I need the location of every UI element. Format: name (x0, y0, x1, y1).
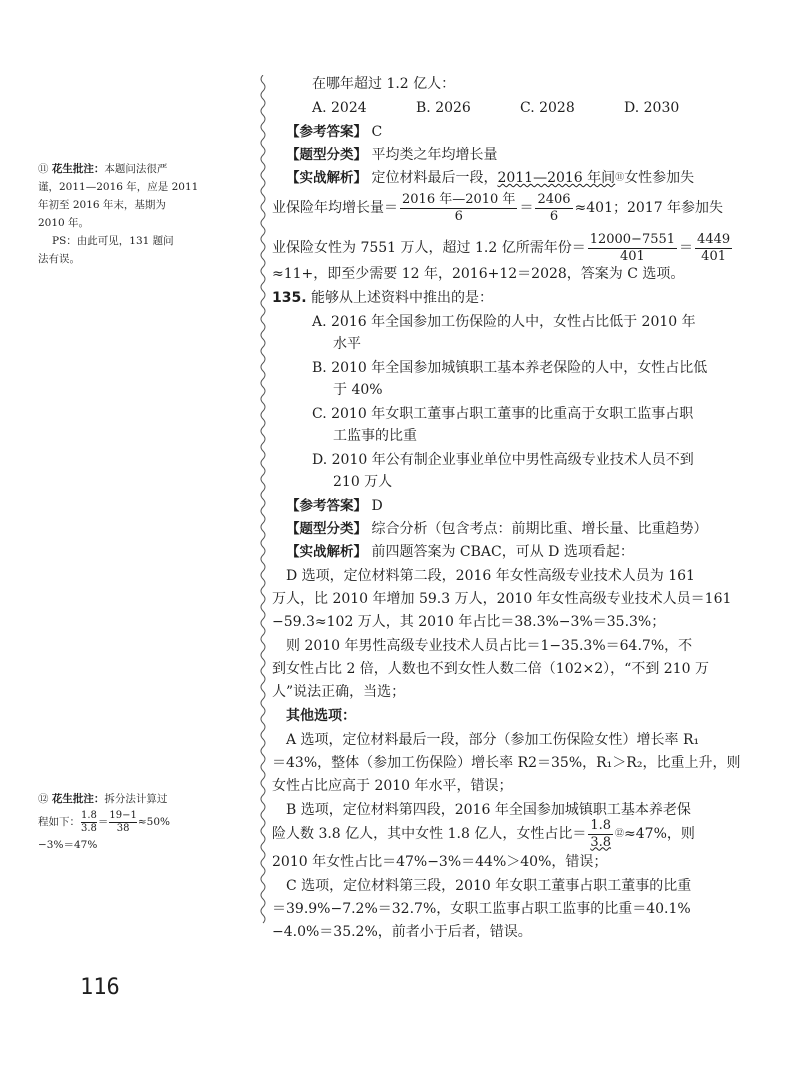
q135-option-b: B. 2010 年全国参加城镇职工基本养老保险的人中，女性占比低 (312, 360, 708, 376)
margin-note-11: ⑪ 花生批注：本题问法很严 谨，2011—2016 年，应是 2011 年初至 2016 年末，基期为 2010 年。 PS：由此可见，131 题问 法有误。 (38, 163, 199, 265)
q135-option-d-cont: 210 万人 (333, 474, 393, 490)
q134-answer-line (286, 122, 382, 142)
fraction: $\frac{1.8}{3.8}$ (81, 809, 97, 834)
q135-a-line-1: A 选项，定位材料最后一段，部分（参加工伤保险女性）增长率 R₁ (286, 732, 700, 748)
q134-answer: C (371, 124, 383, 140)
q135-type: 综合分析（包含考点：前期比重、增长量、比重趋势） (371, 521, 708, 537)
q134-options (312, 98, 679, 118)
q134-stem-tail: 在哪年超过 1.2 亿人： (312, 76, 456, 92)
q135-answer: D (371, 498, 383, 514)
q135-c-line-3: −4.0%＝35.2%，前者小于后者，错误。 (272, 924, 532, 940)
question-number: 135. (272, 290, 307, 306)
q135-option-b-cont: 于 40% (333, 382, 383, 398)
fraction: $\frac{2406}{6}$ (537, 191, 571, 224)
q135-analysis-intro: 【实战解析】 前四题答案为 CBAC，可从 D 选项看起： (286, 544, 634, 560)
analysis-label: 【实战解析】 (286, 544, 367, 560)
fraction: $\frac{12000-7551}{401}$ (589, 231, 676, 264)
q134-type-line (286, 145, 497, 165)
page-number: 116 (80, 975, 120, 1000)
q135-b-line-2: 险人数 3.8 亿人，其中女性 1.8 亿人，女性占比＝ $\frac{1.8}{3.8}$ ⑫≈47%，则 (272, 817, 695, 850)
q135-c-line-1: C 选项，定位材料第三段，2010 年女职工董事占职工董事的比重 (286, 878, 692, 894)
q135-d-line-4: 则 2010 年男性高级专业技术人员占比＝1−35.3%＝64.7%，不 (286, 638, 693, 654)
q134-underlined-period: 2011—2016 年间 (497, 170, 616, 186)
fraction: $\frac{\text{2016 年—2010 年}}{6}$ (402, 191, 516, 224)
q135-d-line-6: 人”说法正确，当选； (272, 684, 406, 700)
q134-option-c: C. 2028 (520, 100, 575, 116)
note-ref-12: ⑫ (615, 829, 625, 839)
analysis-label: 【实战解析】 (286, 170, 367, 186)
q134-option-d: D. 2030 (624, 100, 680, 116)
fraction: $\frac{1.8}{3.8}$ (590, 817, 612, 850)
q134-analysis-line-1: 【实战解析】 定位材料最后一段，2011—2016 年间⑪女性参加失 (286, 170, 695, 186)
q135-d-line-3: −59.3≈102 万人，其 2010 年占比＝38.3%−3%＝35.3%； (272, 614, 666, 630)
q134-analysis-line-4: ≈11+，即至少需要 12 年，2016+12＝2028，答案为 C 选项。 (272, 266, 685, 282)
margin-divider (258, 75, 268, 925)
q135-option-c-cont: 工监事的比重 (333, 428, 417, 444)
q135-b-line-1: B 选项，定位材料第四段，2016 年全国参加城镇职工基本养老保 (286, 802, 691, 818)
q134-option-b: B. 2026 (416, 100, 471, 116)
margin-note-12: ⑫ 花生批注：拆分法计算过 程如下： $\frac{1.8}{3.8}=$ $\frac{19-1}{38}\approx 50\%$ −3%＝47% (38, 793, 171, 851)
q135-d-line-5: 到女性占比 2 倍，人数也不到女性人数二倍（102×2），“不到 210 万 (272, 661, 709, 677)
note-ref-11: ⑪ (615, 173, 625, 183)
answer-label: 【参考答案】 (286, 498, 367, 514)
q135-a-line-3: 女性占比应高于 2010 年水平，错误； (272, 778, 513, 794)
fraction: $\frac{4449}{401}$ (697, 231, 731, 264)
q134-type: 平均类之年均增长量 (371, 147, 498, 163)
type-label: 【题型分类】 (286, 147, 367, 163)
q135-stem: 135. 能够从上述资料中推出的是： (272, 290, 493, 306)
q135-option-d: D. 2010 年公有制企业事业单位中男性高级专业技术人员不到 (312, 452, 694, 468)
q135-option-a-cont: 水平 (333, 336, 361, 352)
fraction: $\frac{19-1}{38}$ (109, 809, 137, 834)
q134-option-a: A. 2024 (312, 100, 367, 116)
q135-d-line-2: 万人，比 2010 年增加 59.3 万人，2010 年女性高级专业技术人员＝161 (272, 591, 732, 607)
q135-option-a: A. 2016 年全国参加工伤保险的人中，女性占比低于 2010 年 (312, 314, 696, 330)
q135-type-line (286, 519, 707, 539)
q135-a-line-2: ＝43%，整体（参加工伤保险）增长率 R2＝35%，R₁＞R₂，比重上升，则 (272, 755, 741, 771)
q134-analysis-line-2: 业保险年均增长量＝ $\frac{\text{2016 年—2010 年}}{6}$ ＝ $\frac{2406}{6}$ ≈401；2017 年参加失 (272, 191, 724, 224)
q134-analysis-line-3: 业保险女性为 7551 万人，超过 1.2 亿所需年份＝ $\frac{12000-7551}{401}$ ＝ $\frac{4449}{401}$ (272, 231, 731, 264)
q135-b-line-3: 2010 年女性占比＝47%−3%＝44%＞40%，错误； (272, 854, 608, 870)
q135-answer-line (286, 496, 383, 516)
q135-option-c: C. 2010 年女职工董事占职工董事的比重高于女职工监事占职 (312, 406, 694, 422)
type-label: 【题型分类】 (286, 521, 367, 537)
answer-label: 【参考答案】 (286, 124, 367, 140)
other-options-heading: 其他选项： (286, 708, 356, 724)
q135-d-line-1: D 选项，定位材料第二段，2016 年女性高级专业技术人员为 161 (286, 568, 695, 584)
q135-c-line-2: ＝39.9%−7.2%＝32.7%，女职工监事占职工监事的比重＝40.1% (272, 901, 691, 917)
